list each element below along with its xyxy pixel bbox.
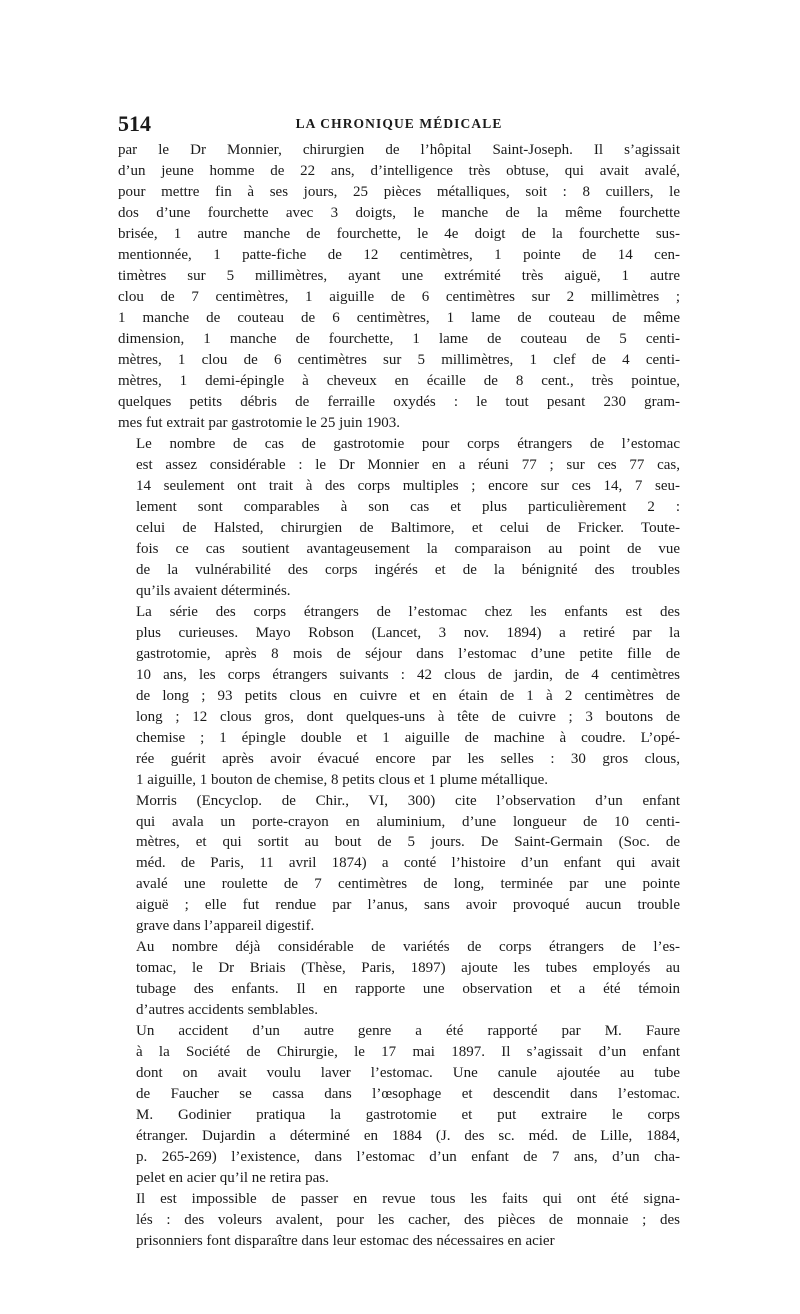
text-line: de la vulnérabilité des corps ingérés et de la bénignité des troubles — [136, 561, 680, 578]
page-header — [118, 108, 680, 140]
text-line: Le nombre de cas de gastrotomie pour corps étrangers de l’estomac — [136, 435, 680, 452]
text-line: chemise ; 1 épingle double et 1 aiguille de machine à coudre. L’opé- — [136, 729, 680, 746]
text-line: à la Société de Chirurgie, le 17 mai 1897. Il s’agissait d’un enfant — [136, 1044, 680, 1061]
paragraph — [118, 1021, 680, 1189]
text-line: long ; 12 clous gros, dont quelques-uns à tête de cuivre ; 3 boutons de — [136, 708, 680, 725]
text-line: M. Godinier pratiqua la gastrotomie et put extraire le corps — [136, 1107, 680, 1124]
text-line: rée guérit après avoir évacué encore par les selles : 30 gros clous, — [136, 750, 680, 767]
body-text — [118, 140, 680, 1252]
paragraph — [118, 602, 680, 791]
text-line: La série des corps étrangers de l’estomac chez les enfants est des — [136, 603, 680, 620]
text-line: tubage des enfants. Il en rapporte une observation et a été témoin — [136, 981, 680, 998]
text-line: par le Dr Monnier, chirurgien de l’hôpital Saint-Joseph. Il s’agissait — [118, 142, 680, 158]
text-line: fois ce cas soutient avantageusement la comparaison au point de vue — [136, 540, 680, 557]
text-line: celui de Halsted, chirurgien de Baltimore, et celui de Fricker. Toute- — [136, 519, 680, 536]
text-line: grave dans l’appareil digestif. — [136, 918, 315, 935]
paragraph — [118, 140, 680, 434]
text-line: prisonniers font disparaître dans leur estomac des nécessaires en acier — [136, 1233, 555, 1250]
text-line: mètres, et qui sortit au bout de 5 jours. De Saint-Germain (Soc. de — [136, 834, 680, 851]
text-line: quelques petits débris de ferraille oxydés : le tout pesant 230 gram- — [118, 393, 680, 410]
text-line: Un accident d’un autre genre a été rapporté par M. Faure — [136, 1023, 680, 1040]
paragraph — [118, 937, 680, 1021]
text-line: mes fut extrait par gastrotomie le 25 juin 1903. — [118, 414, 401, 431]
text-line: 10 ans, les corps étrangers suivants : 42 clous de jardin, de 4 centimètres — [136, 666, 680, 683]
text-line: clou de 7 centimètres, 1 aiguille de 6 centimètres sur 2 millimètres ; — [118, 288, 680, 305]
text-line: d’un jeune homme de 22 ans, d’intelligence très obtuse, qui avait avalé, — [118, 162, 680, 179]
text-line: méd. de Paris, 11 avril 1874) a conté l’histoire d’un enfant qui avait — [136, 855, 680, 872]
text-line: 1 aiguille, 1 bouton de chemise, 8 petits clous et 1 plume métallique. — [136, 771, 548, 788]
text-line: timètres sur 5 millimètres, ayant une extrémité très aiguë, 1 autre — [118, 267, 680, 284]
text-line: dimension, 1 manche de fourchette, 1 lame de couteau de 5 centi- — [118, 330, 680, 347]
text-line: plus curieuses. Mayo Robson (Lancet, 3 nov. 1894) a retiré par la — [136, 624, 680, 641]
text-line: étranger. Dujardin a déterminé en 1884 (J. des sc. méd. de Lille, 1884, — [136, 1128, 680, 1145]
text-line: de long ; 93 petits clous en cuivre et en étain de 1 à 2 centimètres de — [136, 687, 680, 704]
paragraph — [118, 1189, 680, 1252]
text-line: lement sont comparables à son cas et plus particulièrement 2 : — [136, 498, 680, 515]
text-line: dos d’une fourchette avec 3 doigts, le manche de la même fourchette — [118, 204, 680, 221]
text-line: d’autres accidents semblables. — [136, 1002, 319, 1019]
paragraph — [118, 791, 680, 938]
text-line: tomac, le Dr Briais (Thèse, Paris, 1897) ajoute les tubes employés au — [136, 960, 680, 977]
text-line: dont on avait voulu laver l’estomac. Une canule ajoutée au tube — [136, 1065, 680, 1082]
text-line: pelet en acier qu’il ne retira pas. — [136, 1170, 329, 1187]
text-line: est assez considérable : le Dr Monnier en a réuni 77 ; sur ces 77 cas, — [136, 456, 680, 473]
text-line: aiguë ; elle fut rendue par l’anus, sans avoir provoqué aucun trouble — [136, 897, 680, 914]
text-line: brisée, 1 autre manche de fourchette, le 4e doigt de la fourchette sus- — [118, 225, 680, 242]
text-line: p. 265-269) l’existence, dans l’estomac d’un enfant de 7 ans, d’un cha- — [136, 1149, 680, 1166]
text-line: Il est impossible de passer en revue tous les faits qui ont été signa- — [136, 1191, 680, 1208]
text-line: de Faucher se cassa dans l’œsophage et descendit dans l’estomac. — [136, 1086, 680, 1103]
text-line: mètres, 1 clou de 6 centimètres sur 5 millimètres, 1 clef de 4 centi- — [118, 351, 680, 368]
text-line: lés : des voleurs avalent, pour les cacher, des pièces de monnaie ; des — [136, 1212, 680, 1229]
page-number: 514 — [118, 111, 151, 136]
paragraph — [118, 434, 680, 602]
text-line: mètres, 1 demi-épingle à cheveux en écaille de 8 cent., très pointue, — [118, 372, 680, 389]
text-line: avalé une roulette de 7 centimètres de long, terminée par une pointe — [136, 876, 680, 893]
text-line: Morris (Encyclop. de Chir., VI, 300) cite l’observation d’un enfant — [136, 792, 680, 809]
text-line: qu’ils avaient déterminés. — [136, 582, 291, 599]
text-line: gastrotomie, après 8 mois de séjour dans l’estomac d’une petite fille de — [136, 645, 680, 662]
text-line: Au nombre déjà considérable de variétés de corps étrangers de l’es- — [136, 939, 680, 956]
text-line: qui avala un porte-crayon en aluminium, d’une longueur de 10 centi- — [136, 813, 680, 830]
text-line: mentionnée, 1 patte-fiche de 12 centimètres, 1 pointe de 14 cen- — [118, 246, 680, 263]
running-title: LA CHRONIQUE MÉDICALE — [295, 116, 503, 131]
text-line: pour mettre fin à ses jours, 25 pièces métalliques, soit : 8 cuillers, le — [118, 183, 680, 200]
text-line: 14 seulement ont trait à des corps multiples ; encore sur ces 14, 7 seu- — [136, 477, 680, 494]
text-line: 1 manche de couteau de 6 centimètres, 1 lame de couteau de même — [118, 309, 680, 326]
